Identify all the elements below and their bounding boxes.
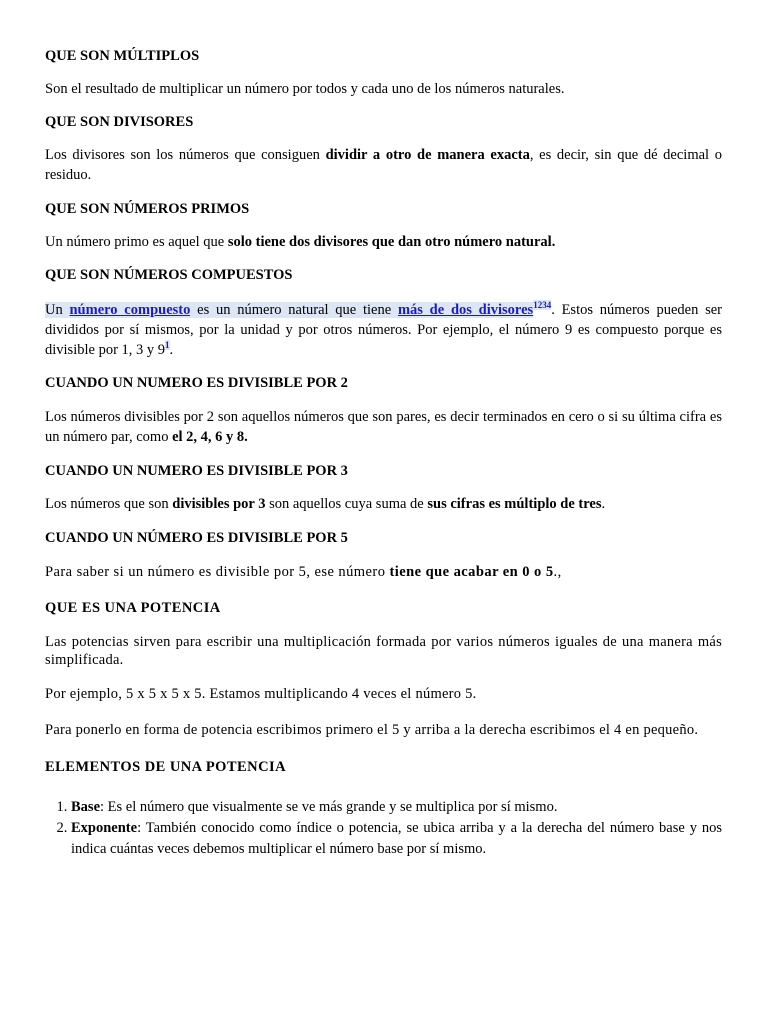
heading-divisores: QUE SON DIVISORES [45, 114, 194, 130]
heading-primos: QUE SON NÚMEROS PRIMOS [45, 201, 250, 217]
bold-text: dividir a otro de manera exacta [325, 147, 530, 163]
term-exponente: Exponente [71, 820, 138, 836]
paragraph-potencia-3: Para ponerlo en forma de potencia escribimos primero el 5 y arriba a la derecha escribimos el 4 en pequeño. [45, 722, 699, 738]
elementos-list [45, 797, 722, 860]
paragraph-div3: Los números que son divisibles por 3 son aquellos cuya suma de sus cifras es múltiplo de tres. [45, 496, 606, 512]
term-base: Base [71, 799, 100, 815]
bold-text: sus cifras es múltiplo de tres [427, 496, 602, 512]
paragraph-compuestos: Un número compuesto es un número natural que tiene más de dos divisores$^{1234}$. Estos números pueden ser divididos por sí mismos, por la unidad y por otros números. Por ejemplo, el número 9 es compuesto porque es divisible por 1, 3 y $9^1$. [45, 300, 722, 358]
heading-elementos: ELEMENTOS DE UNA POTENCIA [45, 759, 287, 775]
bold-text: divisibles por 3 [172, 496, 266, 512]
paragraph-div2: Los números divisibles por 2 son aquellos números que son pares, es decir terminados en cero o si su última cifra es un número par, como el 2, 4, 6 y 8. [45, 409, 722, 445]
heading-div3: CUANDO UN NUMERO ES DIVISIBLE POR 3 [45, 463, 348, 479]
list-item: 1. Base: Es el número que visualmente se ve más grande y se multiplica por sí mismo. [71, 797, 722, 818]
bold-text: solo tiene dos divisores que dan otro número natural. [227, 234, 556, 250]
heading-multiplos: QUE SON MÚLTIPLOS [45, 48, 200, 64]
paragraph-potencia-2: Por ejemplo, 5 x 5 x 5 x 5. Estamos multiplicando 4 veces el número 5. [45, 686, 477, 702]
bold-text: el 2, 4, 6 y 8. [172, 429, 248, 445]
link-mas-de-dos-divisores[interactable]: más de dos divisores [397, 302, 534, 318]
document-page [45, 46, 722, 860]
footnote-ref[interactable]: 1 [165, 340, 170, 351]
paragraph-primos: Un número primo es aquel que solo tiene dos divisores que dan otro número natural. [45, 234, 556, 250]
paragraph-divisores: Los divisores son los números que consiguen dividir a otro de manera exacta, es decir, sin que dé decimal o residuo. [45, 147, 723, 183]
bold-text: tiene que acabar en 0 o 5 [389, 564, 554, 580]
paragraph-multiplos: Son el resultado de multiplicar un número por todos y cada uno de los números naturales. [45, 81, 565, 97]
heading-div2: CUANDO UN NUMERO ES DIVISIBLE POR 2 [45, 375, 348, 391]
paragraph-div5: Para saber si un número es divisible por 5, ese número tiene que acabar en 0 o 5., [45, 564, 562, 580]
list-item: 2. Exponente: También conocido como índice o potencia, se ubica arriba y a la derecha del número base y nos indica cuántas veces debemos multiplicar el número base por sí mismo. [71, 818, 722, 860]
footnote-ref[interactable]: 1234 [533, 300, 552, 311]
heading-potencia: QUE ES UNA POTENCIA [45, 600, 221, 616]
paragraph-potencia-1: Las potencias sirven para escribir una multiplicación formada por varios números iguales de una manera más simplificada. [45, 634, 722, 668]
link-numero-compuesto[interactable]: número compuesto [69, 302, 191, 318]
heading-compuestos: QUE SON NÚMEROS COMPUESTOS [45, 267, 293, 283]
heading-div5: CUANDO UN NÚMERO ES DIVISIBLE POR 5 [45, 530, 348, 546]
